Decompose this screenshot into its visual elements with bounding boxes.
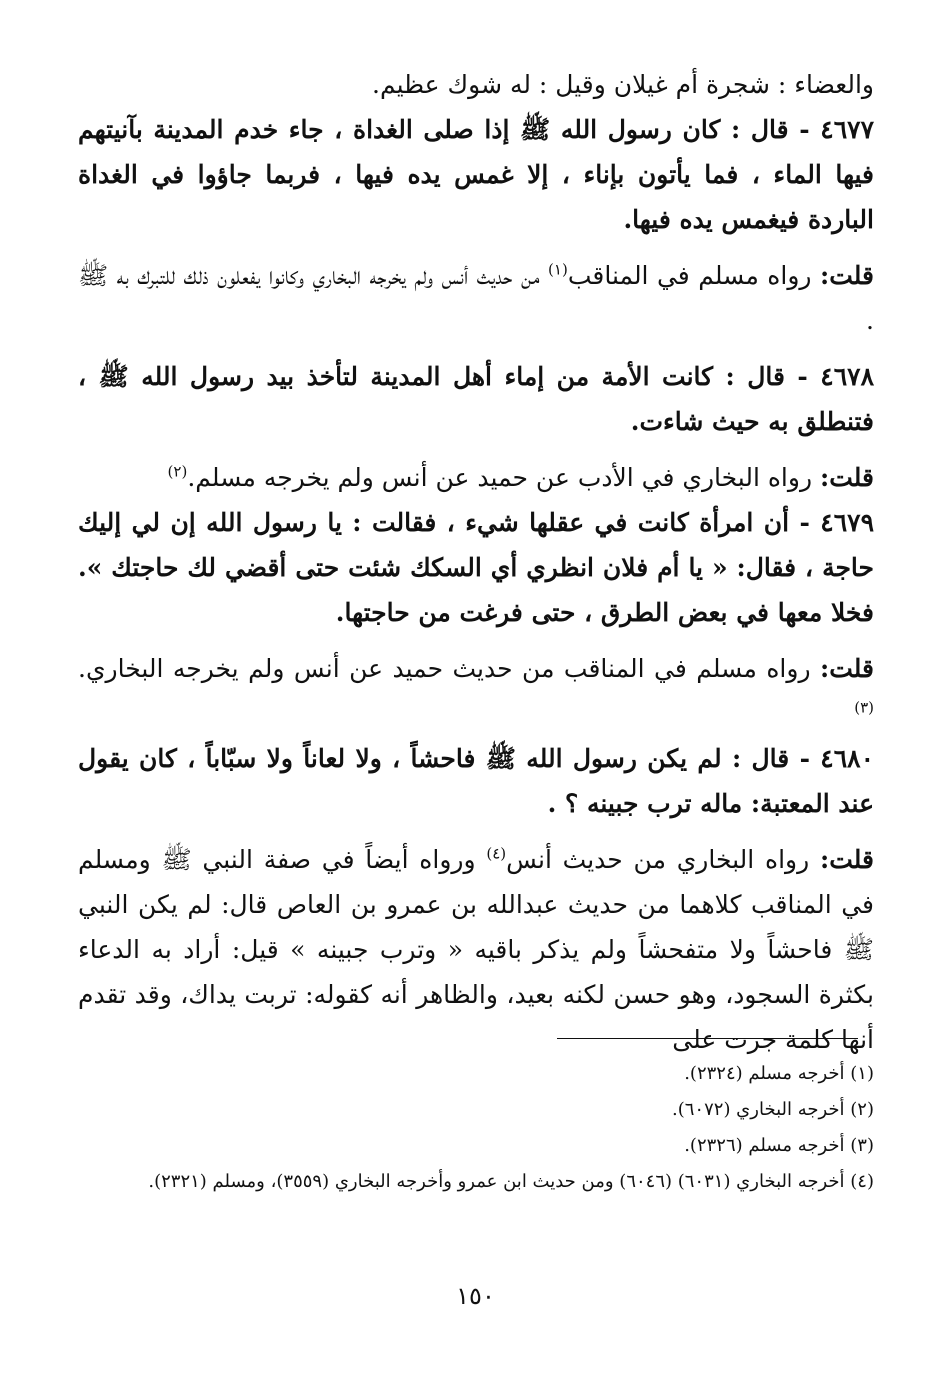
commentary-4678: [78, 455, 874, 500]
footnote-ref-3: (٣): [854, 698, 874, 717]
intro-line-text: والعضاء : شجرة أم غيلان وقيل : له شوك عظيم.: [372, 70, 874, 99]
hadith-4678: [78, 354, 874, 444]
commentary-label: قلت:: [819, 261, 874, 290]
hadith-4677-text: ٤٦٧٧ - قال : كان رسول الله ﷺ إذا صلى الغداة ، جاء خدم المدينة بآنيتهم فيها الماء ، فما يأتون بإناء ، إلا غمس يده فيها ، فربما جاؤوا في الغداة الباردة فيغمس يده فيها.: [78, 115, 874, 234]
commentary-4680-text-b: ورواه أيضاً في صفة النبي ﷺ ومسلم في المناقب كلاهما من حديث عبدالله بن عمرو بن العاص قال: لم يكن النبي ﷺ فاحشاً ولا متفحشاً ولم يذكر باقيه « وترب جبينه » قيل: أراد به الدعاء بكثرة السجود، وهو حسن لكنه بعيد، والظاهر أنه كقوله: تربت يداك، وقد تقدم أنها كلمة جرت على: [78, 845, 874, 1054]
hadith-4679-text: ٤٦٧٩ - أن امرأة كانت في عقلها شيء ، فقالت : يا رسول الله إن لي إليك حاجة ، فقال: « يا أم فلان انظري أي السكك شئت حتى أقضي لك حاجتك ». فخلا معها في بعض الطرق ، حتى فرغت من حاجتها.: [78, 508, 874, 627]
footnote-2: (٢) أخرجه البخاري (٦٠٧٢).: [672, 1099, 874, 1120]
footnotes: [78, 1056, 874, 1200]
footnote-ref-4: (٤): [486, 844, 507, 863]
hadith-4680-text: ٤٦٨٠ - قال : لم يكن رسول الله ﷺ فاحشاً ، ولا لعاناً ولا سبّاباً ، كان يقول عند المعتبة: ماله ترب جبينه ؟ .: [78, 744, 874, 818]
commentary-label: قلت:: [819, 845, 874, 874]
hadith-4677: [78, 107, 874, 242]
footnote-ref-2: (٢): [167, 462, 188, 481]
footnote-3: (٣) أخرجه مسلم (٢٣٢٦).: [684, 1135, 874, 1156]
commentary-4680: [78, 837, 874, 1062]
footnote-ref-1: (١): [548, 260, 568, 279]
main-text: [78, 62, 874, 1062]
intro-line: [78, 62, 874, 107]
commentary-4679-text: رواه مسلم في المناقب من حديث حميد عن أنس ولم يخرجه البخاري.: [78, 654, 811, 683]
hadith-4680: [78, 736, 874, 826]
commentary-label: قلت:: [819, 463, 874, 492]
footnote-4: (٤) أخرجه البخاري (٦٠٣١) (٦٠٤٦) ومن حديث ابن عمرو وأخرجه البخاري (٣٥٥٩)، ومسلم (٢٣٢١).: [148, 1171, 874, 1192]
hadith-4678-text: ٤٦٧٨ - قال : كانت الأمة من إماء أهل المدينة لتأخذ بيد رسول الله ﷺ ، فتنطلق به حيث شاءت.: [78, 362, 874, 436]
page-number: ١٥٠: [456, 1282, 495, 1310]
commentary-4679: [78, 646, 874, 736]
commentary-4677-text-b: من حديث أنس ولم يخرجه البخاري وكانوا يفعلون ذلك للتبرك به ﷺ .: [78, 261, 874, 335]
commentary-label: قلت:: [819, 654, 874, 683]
commentary-4680-text-a: رواه البخاري من حديث أنس: [506, 845, 810, 874]
commentary-4677-text-a: رواه مسلم في المناقب: [567, 261, 812, 290]
hadith-4679: [78, 500, 874, 635]
footnote-divider: [557, 1038, 858, 1039]
commentary-4677: [78, 253, 874, 343]
commentary-4678-text: رواه البخاري في الأدب عن حميد عن أنس ولم يخرجه مسلم.: [187, 463, 813, 492]
footnote-1: (١) أخرجه مسلم (٢٣٢٤).: [684, 1063, 874, 1084]
